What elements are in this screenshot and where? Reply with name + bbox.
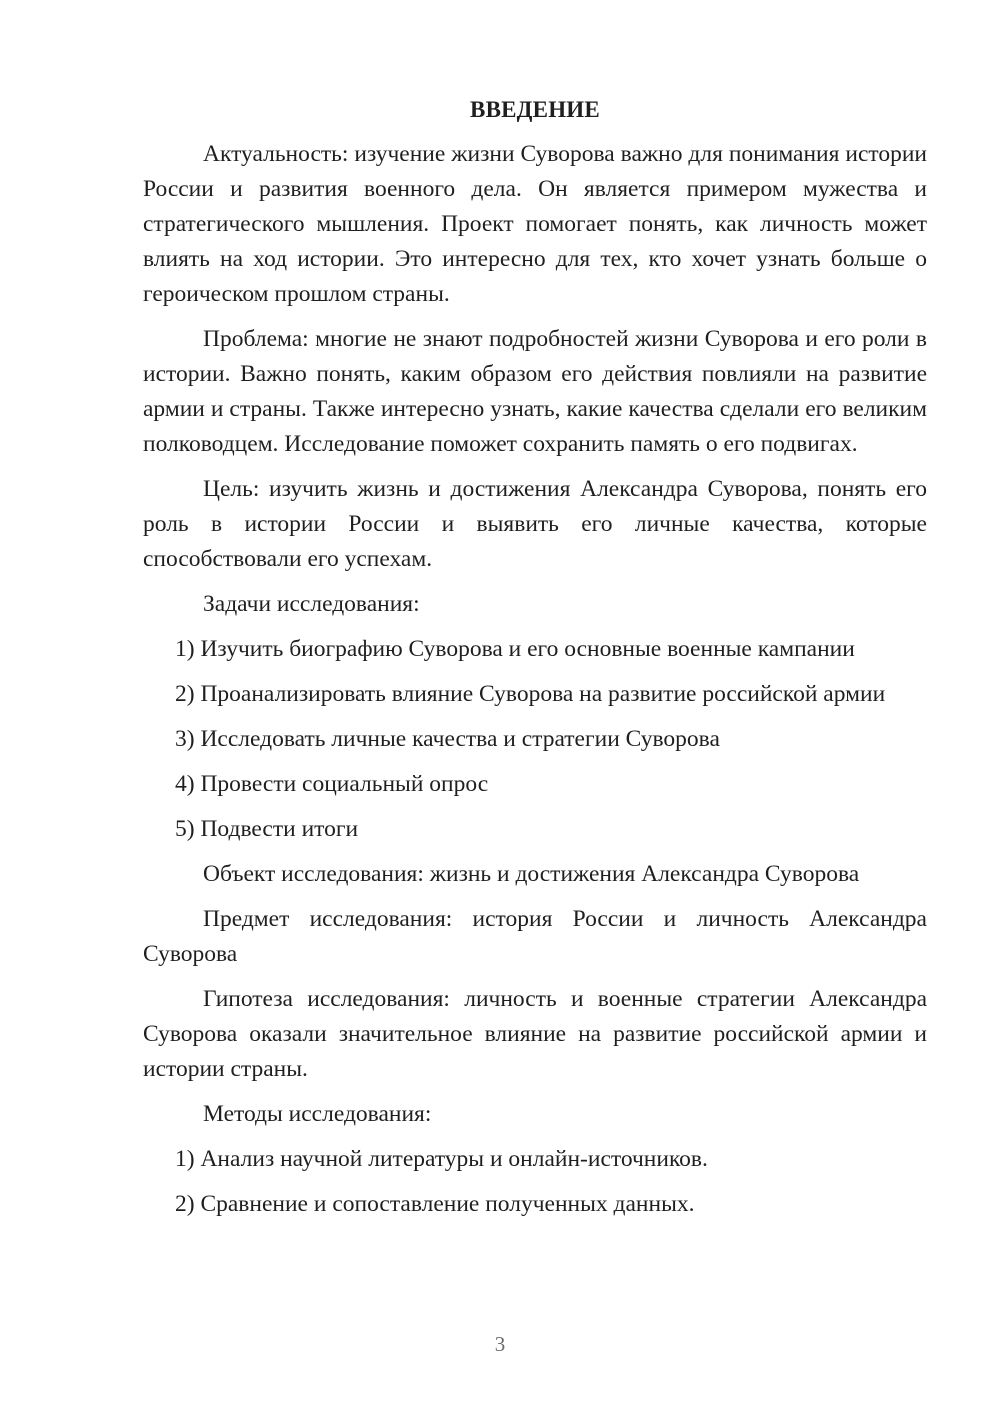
page-number: 3 bbox=[494, 1332, 506, 1356]
problem-paragraph: Проблема: многие не знают подробностей жизни Суворова и его роли в истории. Важно понять, каким образом его действия повлияли на развитие армии и страны. Также интересно узнать, какие качества сделали его великим полководцем. Исследование поможет сохранить память о его подвигах. bbox=[143, 326, 927, 457]
tasks-heading: Задачи исследования: bbox=[203, 591, 420, 617]
object-paragraph: Объект исследования: жизнь и достижения Александра Суворова bbox=[203, 861, 860, 887]
actuality-paragraph: Актуальность: изучение жизни Суворова важно для понимания истории России и развития военного дела. Он является примером мужества и стратегического мышления. Проект помогает понять, как личность может влиять на ход истории. Это интересно для тех, кто хочет узнать больше о героическом прошлом страны. bbox=[143, 141, 927, 307]
task-item: 4) Провести социальный опрос bbox=[175, 771, 489, 797]
task-item: 1) Изучить биографию Суворова и его основные военные кампании bbox=[175, 636, 855, 662]
page-title: ВВЕДЕНИЕ bbox=[470, 97, 600, 122]
method-item: 2) Сравнение и сопоставление полученных данных. bbox=[175, 1191, 695, 1217]
method-item: 1) Анализ научной литературы и онлайн-источников. bbox=[175, 1146, 708, 1172]
hypothesis-paragraph: Гипотеза исследования: личность и военные стратегии Александра Суворова оказали значительное влияние на развитие российской армии и истории страны. bbox=[143, 986, 927, 1082]
task-item: 2) Проанализировать влияние Суворова на развитие российской армии bbox=[175, 681, 886, 707]
goal-paragraph: Цель: изучить жизнь и достижения Александра Суворова, понять его роль в истории России и выявить его личные качества, которые способствовали его успехам. bbox=[143, 476, 927, 572]
page-content bbox=[143, 92, 927, 1232]
subject-paragraph: Предмет исследования: история России и личность Александра Суворова bbox=[143, 906, 927, 967]
methods-heading: Методы исследования: bbox=[203, 1101, 432, 1127]
task-item: 5) Подвести итоги bbox=[175, 816, 359, 842]
task-item: 3) Исследовать личные качества и стратегии Суворова bbox=[175, 726, 720, 752]
